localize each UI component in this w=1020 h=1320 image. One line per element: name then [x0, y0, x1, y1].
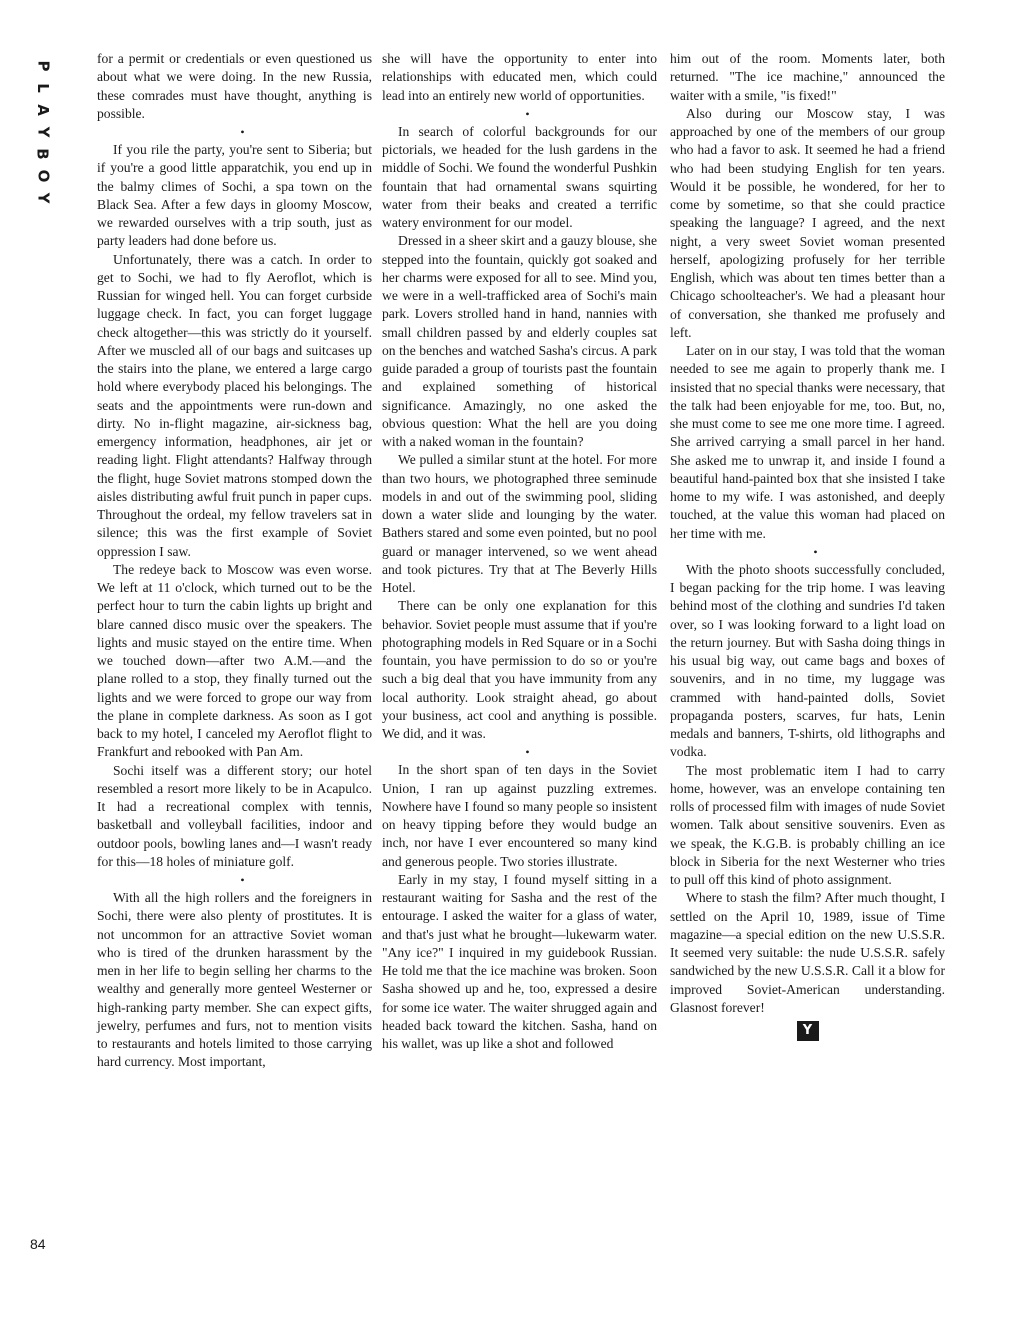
section-divider-bullet: •	[240, 125, 245, 139]
article-paragraph: Unfortunately, there was a catch. In order to get to Sochi, we had to fly Aeroflot, which is Russian for winged hell. You can forget curbside luggage check. In fact, you can forget luggage check altogether—this was strictly do it yourself. After we muscled all of our bags and suitcases up the stairs into the plane, we entered a large cargo hold where everybody placed his belongings. The seats and the appointments were run-down and dirty. No in-flight magazine, air-sickness bag, emergency information, headphones, air jet or reading light. Flight attendants? Halfway through the flight, huge Soviet matrons stomped down the aisles distributing awful fruit punch in paper cups. Throughout the ordeal, my fellow travelers sat in silence; this was the first example of Soviet oppression I saw.	[97, 251, 372, 559]
article-column-3	[670, 50, 945, 1041]
article-paragraph: Also during our Moscow stay, I was approached by one of the members of our group who had a favor to ask. It seemed he had a friend who had been studying English for ten years. Would it be possible, he wondered, for her to come by sometime, so that she could practice speaking the language? I agreed, and the next night, a very sweet Soviet woman presented herself, apologizing profusely for her terrible English, which was about ten times better than a Chicago schoolteacher's. We had a pleasant hour of conversation, she thanked me profusely and left.	[670, 105, 945, 340]
article-paragraph: Later on in our stay, I was told that the woman needed to see me again to properly thank me. I insisted that no special thanks were necessary, that the talk had been enjoyable for me, too. But, no, she must come to see me one more time. I agreed. She arrived carrying a small parcel in her hand. She asked me to unwrap it, and inside I found a beautiful hand-painted box that she insisted I take home to my wife. I was astonished, and deeply touched, at the value this woman had placed on her time with me.	[670, 343, 945, 541]
article-paragraph: Dressed in a sheer skirt and a gauzy blouse, she stepped into the fountain, quickly got soaked and her charms were exposed for all to see. Mind you, we were in a well-trafficked area of Sochi's main park. Lovers strolled hand in hand, nannies with small children passed by and elderly couples sat on the benches and watched Sasha's circus. A park guide paraded a group of tourists past the fountain and explained something of historical significance. Amazingly, no one asked the obvious question: What the hell are you doing with a naked woman in the fountain?	[382, 233, 657, 449]
article-paragraph: The most problematic item I had to carry home, however, was an envelope containing ten rolls of processed film with images of nude Soviet women. Talk about sensitive souvenirs. Even as we speak, the K.G.B. is probably chilling an ice block in Siberia for the next Westerner who tries to pull off this kind of photo assignment.	[670, 762, 945, 887]
section-divider-bullet: •	[240, 873, 245, 887]
section-divider-bullet: •	[525, 745, 530, 760]
article-paragraph: she will have the opportunity to enter into relationships with educated men, which could lead into an entirely new world of opportunities.	[382, 51, 657, 103]
page-number: 84	[30, 1236, 46, 1252]
article-paragraph: With the photo shoots successfully concluded, I began packing for the trip home. I was leaving behind most of the clothing and sundries I'd taken over, so I was looking forward to a light load on the return journey. But with Sasha doing things in his usual big way, out came bags and boxes of souvenirs, and in no time, my luggage was crammed with hand-painted dolls, Soviet propaganda posters, scarves, fur hats, Lenin medals and banners, T-shirts, old lithographs and vodka.	[670, 561, 945, 760]
logo-letter: L	[34, 83, 52, 93]
section-divider-bullet: •	[525, 106, 530, 121]
article-paragraph: In the short span of ten days in the Soviet Union, I ran up against puzzling extremes. Nowhere have I found so many people so insistent on heavy tipping before they would budge an inch, nor have I ever encountered so many kind and generous people. Two stories illustrate.	[382, 762, 657, 869]
logo-letter: B	[34, 148, 52, 160]
article-paragraph: The redeye back to Moscow was even worse. We left at 11 o'clock, which turned out to be the perfect hour to turn the cabin lights up bright and blare canned disco music over the speakers. The lights and music stayed on the entire time. When we touched down—after two A.M.—and the plane rolled to a stop, they finally turned out the lights and we were forced to grope our way from the plane in complete darkness. As soon as I got back to my hotel, I canceled my Aeroflot flight to Frankfurt and rebooked with Pan Am.	[97, 561, 372, 760]
article-column-1	[97, 50, 372, 1072]
article-paragraph: There can be only one explanation for this behavior. Soviet people must assume that if you're photographing models in Red Square or in a Sochi fountain, you have permission to do so or you're such a big deal that you have immunity from any local authority. Look straight ahead, go about your business, act cool and anything is possible. We did, and it was.	[382, 598, 657, 741]
section-divider-bullet: •	[813, 544, 818, 559]
article-paragraph: Sochi itself was a different story; our hotel resembled a resort more likely to be in Acapulco. It had a recreational complex with tennis, basketball and volleyball facilities, indoor and outdoor pools, bowling lanes and—I wasn't ready for this—18 holes of miniature golf.	[97, 762, 372, 869]
article-paragraph: We pulled a similar stunt at the hotel. For more than two hours, we photographed three seminude models in and out of the swimming pool, sliding down a water slide and lounging by the water. Bathers stared and some even pointed, but no pool guard or manager intervened, so we went ahead and took pictures. Try that at The Beverly Hills Hotel.	[382, 452, 657, 595]
logo-letter: A	[33, 104, 52, 116]
logo-letter: P	[34, 60, 52, 72]
article-paragraph: Where to stash the film? After much thought, I settled on the April 10, 1989, issue of Time magazine—a special edition on the new U.S.S.R. It seemed very suitable: the nude U.S.S.R. safely sandwiched by the new U.S.S.R. Call it a blow for improved Soviet-American understanding. Glasnost forever!	[670, 890, 945, 1015]
magazine-logo-vertical	[30, 55, 56, 209]
article-paragraph: If you rile the party, you're sent to Siberia; but if you're a good little apparatchik, you end up in the balmy climes of Sochi, a spa town on the Black Sea. After a few days in gloomy Moscow, we rewarded ourselves with a trip south, just as party leaders had done before us.	[97, 142, 372, 249]
logo-letter: O	[33, 169, 52, 183]
article-column-2	[382, 50, 657, 1053]
end-of-article-icon: Y	[797, 1021, 819, 1041]
article-paragraph: Early in my stay, I found myself sitting in a restaurant waiting for Sasha and the rest of the entourage. I asked the waiter for a glass of water, and that's just what he brought—lukewarm water. "Any ice?" I inquired in my guidebook Russian. He told me that the ice machine was broken. Soon Sasha showed up and he, too, expressed a desire for some ice water. The waiter shrugged again and headed back toward the kitchen. Sasha, hand on his wallet, was up like a shot and followed	[382, 871, 657, 1051]
article-paragraph: With all the high rollers and the foreigners in Sochi, there were also plenty of prostitutes. It is not uncommon for an attractive Soviet woman who is tired of the drunken harassment by the men in her life to begin selling her charms to the wealthy and generally more genteel Westerner or high-ranking party member. She can expect gifts, jewelry, perfumes and furs, not to mention visits to restaurants and hotels limited to those carrying hard currency. Most important,	[97, 890, 372, 1070]
logo-letter: Y	[34, 192, 52, 204]
article-paragraph: for a permit or credentials or even questioned us about what we were doing. In the new Russia, these comrades must have thought, anything is possible.	[97, 51, 372, 121]
article-paragraph: In search of colorful backgrounds for our pictorials, we headed for the lush gardens in the middle of Sochi. We found the wonderful Pushkin fountain that had ornamental swans squirting water from their beaks and created a terrific watery environment for our model.	[382, 123, 657, 230]
logo-letter: Y	[34, 126, 52, 138]
article-paragraph: him out of the room. Moments later, both returned. "The ice machine," announced the waiter with a smile, "is fixed!"	[670, 51, 945, 103]
